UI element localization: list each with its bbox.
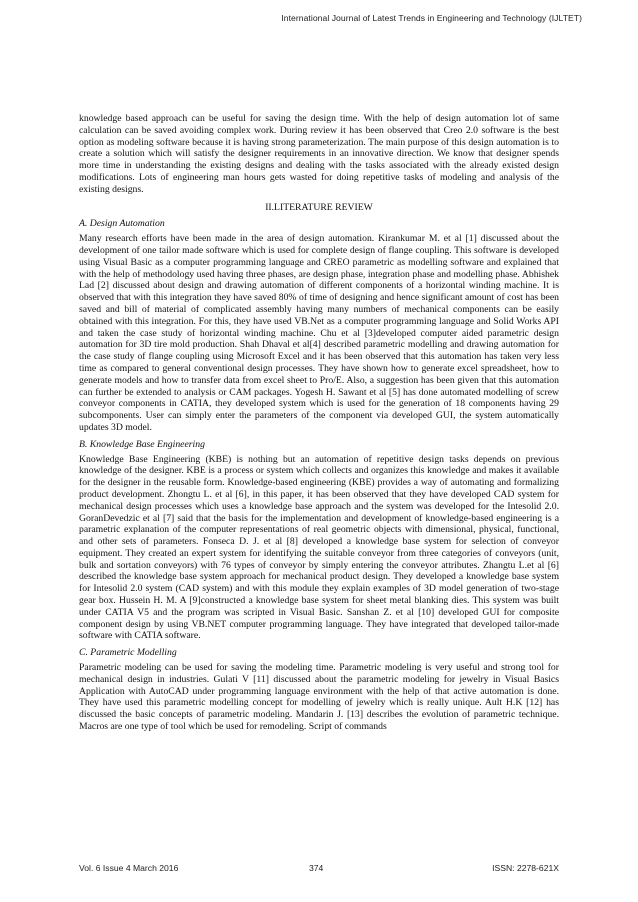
section-title: II.LITERATURE REVIEW — [265, 201, 373, 213]
knowledge-base-engineering-paragraph: Knowledge Base Engineering (KBE) is nothing but an automation of repetitive design tasks depends on previous knowledge of the designer. KBE is a process or system which collects and organizes this knowledge and makes it available for the designer in the reusable form. Knowledge-based engineering (KBE) provides a way of automating and formalizing product development. Zhongtu L. et al [6], in this paper, it has been observed that they have developed CAD system for mechanical design processes which uses a knowledge base approach and the system was developed for the Intesolid 2.0. GoranDevedzic et al [7] said that the basis for the implementation and development of knowledge-based engineering is a parametric explanation of the computer representations of real geometric objects with dimensional, physical, functional, and other sets of parameters. Fonseca D. J. et al [8] developed a knowledge base system for selection of conveyor equipment. They created an expert system for identifying the suitable conveyor from three categories of conveyors (unit, bulk and sortation conveyors) with 76 types of conveyor by simply entering the conveyor attributes. Zhangtu L.et al [6] described the knowledge base system approach for mechanical product design. They developed a knowledge base system for Intesolid 2.0 system (CAD system) and with this module they explain examples of 3D model generation of two-stage gear box. Hussein H. M. A [9]constructed a knowledge base system for sheet metal blanking dies. This system was built under CATIA V5 and the program was scripted in Visual Basic. Sanshan Z. et al [10] developed GUI for composite component design by using VB.NET computer programming language. They have integrated that developed tailor-made software with CATIA software. — [79, 453, 559, 642]
footer-page-number: 374 — [309, 863, 324, 873]
design-automation-paragraph: Many research efforts have been made in the area of design automation. Kirankumar M. et al [1] discussed about the development of one tailor made software which is used for complete design of flange coupling. This software is developed using Visual Basic as a computer programming language and CREO parametric as modelling software and explained that with the help of methodology used having three phases, are design phase, integration phase and modelling phase. Abhishek Lad [2] discussed about design and drawing automation of different components of a horizontal winding machine. It is observed that with this integration they have saved 80% of time of designing and hence significant amount of cost has been saved and bill of material of complicated assembly having many numbers of mechanical components can be easily obtained with this integration. For this, they have used VB.Net as a computer programming language and Solid Works API and taken the case study of horizontal winding machine. Chu et al [3]developed computer aided parametric design automation for 3D tire mold production. Shah Dhaval et al[4] described parametric modelling and drawing automation for the case study of flange coupling using Microsoft Excel and it has been observed that this automation has taken very less time as compared to general conventional design processes. They have shown how to generate excel spreadsheet, how to generate models and how to transfer data from excel sheet to Pro/E. Also, a suggestion has been given that this automation can further be extended to analysis or CAM packages. Yogesh H. Sawant et al [5] has done automated modelling of screw conveyor components in CATIA, they developed system which is used for the generation of 18 components having 29 subcomponents. User can simply enter the parameters of the component via developed GUI, the system automatically updates 3D model. — [79, 233, 559, 433]
intro-paragraph: knowledge based approach can be useful for saving the design time. With the help of design automation lot of same calculation can be saved avoiding complex work. During review it has been observed that Creo 2.0 software is the best option as modeling software because it is having strong parameterization. The main purpose of this design automation is to create a solution which will satisfy the designer requirements in an innovative direction. We know that designer spends more time in understanding the existing designs and dealing with the tasks associated with the already existed design modifications. Lots of engineering man hours gets wasted for doing repetitive tasks of modeling and analysis of the existing designs. — [79, 113, 559, 195]
subsection-heading-knowledge-base-engineering: B. Knowledge Base Engineering — [79, 438, 205, 450]
subsection-heading-design-automation: A. Design Automation — [79, 218, 165, 230]
page-body — [79, 113, 559, 733]
footer-issn: ISSN: 2278-621X — [492, 863, 559, 873]
footer-volume: Vol. 6 Issue 4 March 2016 — [79, 863, 179, 873]
running-header: International Journal of Latest Trends in Engineering and Technology (IJLTET) — [281, 13, 582, 23]
parametric-modelling-paragraph: Parametric modeling can be used for saving the modeling time. Parametric modeling is very useful and strong tool for mechanical design in industries. Gulati V [11] discussed about the parametric modeling for jewelry in Visual Basics Application with AutoCAD under programming language environment with the help of that active automation is done. They have used this parametric modelling concept for modelling of jewelry which is really unique. Ault H.K [12] has discussed the basic concepts of parametric modeling. Mandarin J. [13] describes the evolution of parametric technique. Macros are one type of tool which be used for remodeling. Script of commands — [79, 662, 559, 733]
subsection-heading-parametric-modelling: C. Parametric Modelling — [79, 647, 177, 659]
